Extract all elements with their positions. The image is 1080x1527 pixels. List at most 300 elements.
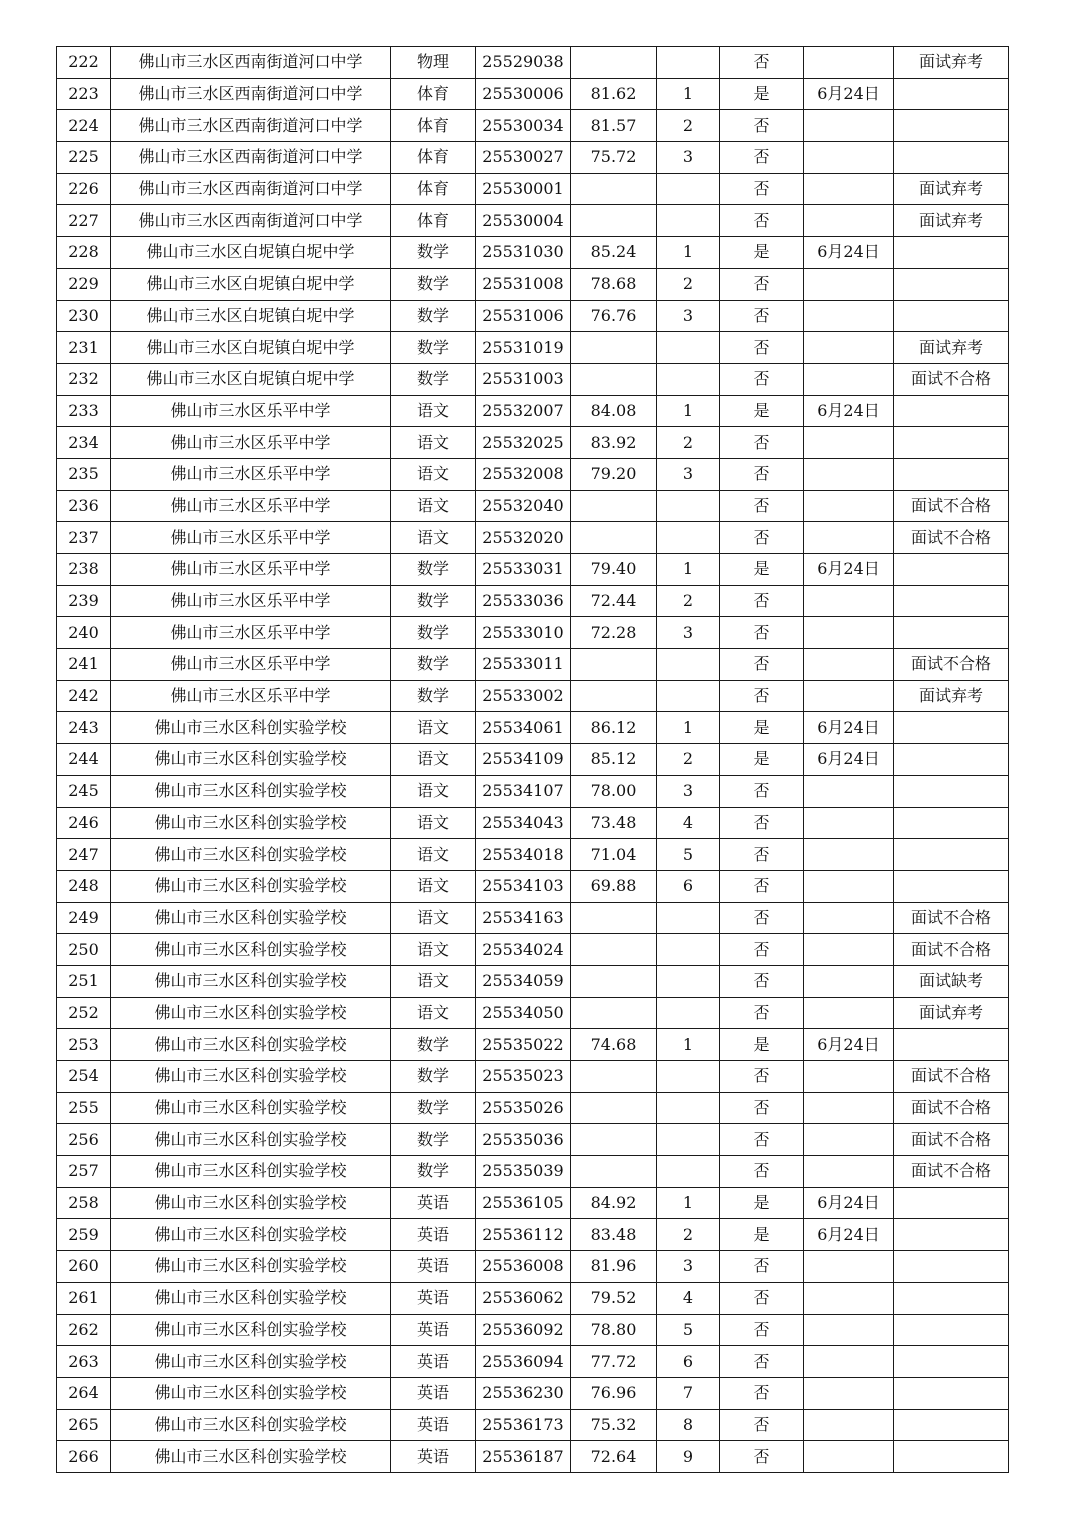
remark-cell: 面试不合格 <box>894 490 1009 522</box>
rank-cell: 9 <box>657 1441 720 1473</box>
school-name-cell: 佛山市三水区乐平中学 <box>111 395 391 427</box>
table-row <box>57 649 1009 681</box>
rank-cell: 1 <box>657 712 720 744</box>
row-number-cell: 243 <box>57 712 111 744</box>
date-cell: 6月24日 <box>804 554 894 586</box>
remark-cell <box>894 807 1009 839</box>
selected-flag-cell: 否 <box>720 585 804 617</box>
exam-number-cell: 25535039 <box>476 1156 571 1188</box>
score-cell <box>571 1061 657 1093</box>
score-cell <box>571 997 657 1029</box>
row-number-cell: 254 <box>57 1061 111 1093</box>
date-cell <box>804 458 894 490</box>
remark-cell <box>894 78 1009 110</box>
school-name-cell: 佛山市三水区西南街道河口中学 <box>111 173 391 205</box>
subject-cell: 数学 <box>391 237 476 269</box>
score-cell: 84.92 <box>571 1187 657 1219</box>
row-number-cell: 231 <box>57 332 111 364</box>
remark-cell: 面试不合格 <box>894 1092 1009 1124</box>
rank-cell: 2 <box>657 427 720 459</box>
selected-flag-cell: 否 <box>720 1061 804 1093</box>
subject-cell: 体育 <box>391 110 476 142</box>
selected-flag-cell: 否 <box>720 110 804 142</box>
date-cell <box>804 1346 894 1378</box>
rank-cell: 6 <box>657 1346 720 1378</box>
remark-cell <box>894 1377 1009 1409</box>
row-number-cell: 226 <box>57 173 111 205</box>
exam-number-cell: 25536112 <box>476 1219 571 1251</box>
selected-flag-cell: 否 <box>720 870 804 902</box>
remark-cell <box>894 1187 1009 1219</box>
rank-cell <box>657 522 720 554</box>
subject-cell: 英语 <box>391 1441 476 1473</box>
table-row <box>57 744 1009 776</box>
table-row <box>57 1282 1009 1314</box>
rank-cell: 2 <box>657 110 720 142</box>
score-cell: 86.12 <box>571 712 657 744</box>
date-cell <box>804 205 894 237</box>
rank-cell: 7 <box>657 1377 720 1409</box>
school-name-cell: 佛山市三水区科创实验学校 <box>111 1156 391 1188</box>
selected-flag-cell: 否 <box>720 1156 804 1188</box>
subject-cell: 英语 <box>391 1409 476 1441</box>
subject-cell: 体育 <box>391 142 476 174</box>
table-row <box>57 142 1009 174</box>
rank-cell: 1 <box>657 1029 720 1061</box>
date-cell <box>804 839 894 871</box>
table-row <box>57 1124 1009 1156</box>
subject-cell: 数学 <box>391 617 476 649</box>
score-cell <box>571 649 657 681</box>
exam-number-cell: 25533002 <box>476 680 571 712</box>
remark-cell <box>894 1029 1009 1061</box>
rank-cell: 8 <box>657 1409 720 1441</box>
subject-cell: 体育 <box>391 205 476 237</box>
subject-cell: 体育 <box>391 78 476 110</box>
table-row <box>57 237 1009 269</box>
table-row <box>57 617 1009 649</box>
school-name-cell: 佛山市三水区乐平中学 <box>111 680 391 712</box>
subject-cell: 语文 <box>391 712 476 744</box>
table-row <box>57 458 1009 490</box>
remark-cell <box>894 554 1009 586</box>
date-cell <box>804 427 894 459</box>
remark-cell: 面试不合格 <box>894 1061 1009 1093</box>
date-cell <box>804 490 894 522</box>
table-row <box>57 712 1009 744</box>
selected-flag-cell: 否 <box>720 490 804 522</box>
rank-cell: 2 <box>657 585 720 617</box>
selected-flag-cell: 否 <box>720 1377 804 1409</box>
row-number-cell: 229 <box>57 268 111 300</box>
selected-flag-cell: 否 <box>720 1346 804 1378</box>
row-number-cell: 253 <box>57 1029 111 1061</box>
remark-cell: 面试弃考 <box>894 173 1009 205</box>
row-number-cell: 238 <box>57 554 111 586</box>
rank-cell: 5 <box>657 1314 720 1346</box>
row-number-cell: 232 <box>57 363 111 395</box>
date-cell: 6月24日 <box>804 78 894 110</box>
rank-cell <box>657 363 720 395</box>
date-cell <box>804 680 894 712</box>
rank-cell: 2 <box>657 268 720 300</box>
date-cell <box>804 110 894 142</box>
subject-cell: 数学 <box>391 680 476 712</box>
exam-number-cell: 25533036 <box>476 585 571 617</box>
exam-number-cell: 25534103 <box>476 870 571 902</box>
exam-number-cell: 25534109 <box>476 744 571 776</box>
score-cell <box>571 934 657 966</box>
subject-cell: 语文 <box>391 934 476 966</box>
subject-cell: 语文 <box>391 490 476 522</box>
subject-cell: 数学 <box>391 554 476 586</box>
rank-cell: 1 <box>657 395 720 427</box>
school-name-cell: 佛山市三水区科创实验学校 <box>111 807 391 839</box>
school-name-cell: 佛山市三水区科创实验学校 <box>111 1441 391 1473</box>
table-row <box>57 902 1009 934</box>
score-cell <box>571 332 657 364</box>
row-number-cell: 256 <box>57 1124 111 1156</box>
score-cell: 79.20 <box>571 458 657 490</box>
exam-number-cell: 25534163 <box>476 902 571 934</box>
date-cell: 6月24日 <box>804 395 894 427</box>
remark-cell: 面试弃考 <box>894 47 1009 79</box>
selected-flag-cell: 否 <box>720 680 804 712</box>
date-cell <box>804 870 894 902</box>
school-name-cell: 佛山市三水区乐平中学 <box>111 585 391 617</box>
remark-cell: 面试缺考 <box>894 965 1009 997</box>
table-row <box>57 680 1009 712</box>
table-row <box>57 1219 1009 1251</box>
selected-flag-cell: 否 <box>720 268 804 300</box>
school-name-cell: 佛山市三水区乐平中学 <box>111 649 391 681</box>
school-name-cell: 佛山市三水区科创实验学校 <box>111 712 391 744</box>
exam-number-cell: 25536105 <box>476 1187 571 1219</box>
row-number-cell: 225 <box>57 142 111 174</box>
score-cell: 84.08 <box>571 395 657 427</box>
date-cell <box>804 1441 894 1473</box>
subject-cell: 数学 <box>391 363 476 395</box>
score-cell <box>571 205 657 237</box>
date-cell <box>804 332 894 364</box>
row-number-cell: 250 <box>57 934 111 966</box>
school-name-cell: 佛山市三水区西南街道河口中学 <box>111 142 391 174</box>
remark-cell <box>894 1409 1009 1441</box>
school-name-cell: 佛山市三水区白坭镇白坭中学 <box>111 363 391 395</box>
score-cell <box>571 1156 657 1188</box>
exam-number-cell: 25534024 <box>476 934 571 966</box>
row-number-cell: 222 <box>57 47 111 79</box>
selected-flag-cell: 否 <box>720 332 804 364</box>
row-number-cell: 249 <box>57 902 111 934</box>
exam-number-cell: 25534061 <box>476 712 571 744</box>
exam-number-cell: 25532007 <box>476 395 571 427</box>
subject-cell: 英语 <box>391 1282 476 1314</box>
remark-cell <box>894 1251 1009 1283</box>
date-cell: 6月24日 <box>804 712 894 744</box>
score-cell: 81.62 <box>571 78 657 110</box>
date-cell <box>804 585 894 617</box>
rank-cell: 3 <box>657 1251 720 1283</box>
exam-number-cell: 25533031 <box>476 554 571 586</box>
score-cell: 76.76 <box>571 300 657 332</box>
date-cell <box>804 47 894 79</box>
selected-flag-cell: 否 <box>720 839 804 871</box>
score-cell: 78.80 <box>571 1314 657 1346</box>
subject-cell: 数学 <box>391 1124 476 1156</box>
subject-cell: 数学 <box>391 332 476 364</box>
exam-number-cell: 25532025 <box>476 427 571 459</box>
date-cell <box>804 1314 894 1346</box>
table-row <box>57 870 1009 902</box>
selected-flag-cell: 否 <box>720 1409 804 1441</box>
subject-cell: 语文 <box>391 775 476 807</box>
selected-flag-cell: 否 <box>720 807 804 839</box>
remark-cell <box>894 427 1009 459</box>
date-cell: 6月24日 <box>804 237 894 269</box>
school-name-cell: 佛山市三水区白坭镇白坭中学 <box>111 300 391 332</box>
row-number-cell: 241 <box>57 649 111 681</box>
selected-flag-cell: 是 <box>720 554 804 586</box>
selected-flag-cell: 否 <box>720 363 804 395</box>
rank-cell: 5 <box>657 839 720 871</box>
school-name-cell: 佛山市三水区科创实验学校 <box>111 1251 391 1283</box>
score-cell: 78.00 <box>571 775 657 807</box>
row-number-cell: 233 <box>57 395 111 427</box>
school-name-cell: 佛山市三水区西南街道河口中学 <box>111 78 391 110</box>
selected-flag-cell: 否 <box>720 617 804 649</box>
table-row <box>57 1061 1009 1093</box>
subject-cell: 体育 <box>391 173 476 205</box>
selected-flag-cell: 是 <box>720 1219 804 1251</box>
remark-cell: 面试弃考 <box>894 332 1009 364</box>
exam-number-cell: 25533011 <box>476 649 571 681</box>
row-number-cell: 266 <box>57 1441 111 1473</box>
remark-cell <box>894 458 1009 490</box>
subject-cell: 语文 <box>391 427 476 459</box>
exam-number-cell: 25535023 <box>476 1061 571 1093</box>
remark-cell <box>894 744 1009 776</box>
exam-number-cell: 25530006 <box>476 78 571 110</box>
table-row <box>57 1346 1009 1378</box>
exam-number-cell: 25531006 <box>476 300 571 332</box>
rank-cell <box>657 173 720 205</box>
school-name-cell: 佛山市三水区乐平中学 <box>111 554 391 586</box>
subject-cell: 语文 <box>391 902 476 934</box>
remark-cell <box>894 237 1009 269</box>
subject-cell: 语文 <box>391 870 476 902</box>
row-number-cell: 227 <box>57 205 111 237</box>
row-number-cell: 230 <box>57 300 111 332</box>
row-number-cell: 237 <box>57 522 111 554</box>
row-number-cell: 244 <box>57 744 111 776</box>
row-number-cell: 260 <box>57 1251 111 1283</box>
selected-flag-cell: 否 <box>720 775 804 807</box>
school-name-cell: 佛山市三水区乐平中学 <box>111 490 391 522</box>
school-name-cell: 佛山市三水区科创实验学校 <box>111 1314 391 1346</box>
score-cell <box>571 173 657 205</box>
row-number-cell: 242 <box>57 680 111 712</box>
table-body <box>57 47 1009 1473</box>
table-row <box>57 807 1009 839</box>
exam-number-cell: 25536094 <box>476 1346 571 1378</box>
selected-flag-cell: 否 <box>720 902 804 934</box>
date-cell <box>804 173 894 205</box>
school-name-cell: 佛山市三水区科创实验学校 <box>111 744 391 776</box>
exam-number-cell: 25533010 <box>476 617 571 649</box>
school-name-cell: 佛山市三水区科创实验学校 <box>111 902 391 934</box>
school-name-cell: 佛山市三水区乐平中学 <box>111 617 391 649</box>
exam-number-cell: 25532008 <box>476 458 571 490</box>
score-cell <box>571 47 657 79</box>
remark-cell: 面试弃考 <box>894 680 1009 712</box>
table-row <box>57 554 1009 586</box>
school-name-cell: 佛山市三水区科创实验学校 <box>111 1092 391 1124</box>
exam-number-cell: 25536187 <box>476 1441 571 1473</box>
score-cell: 79.40 <box>571 554 657 586</box>
exam-number-cell: 25535026 <box>476 1092 571 1124</box>
date-cell <box>804 1092 894 1124</box>
remark-cell: 面试不合格 <box>894 934 1009 966</box>
rank-cell <box>657 1061 720 1093</box>
date-cell <box>804 1251 894 1283</box>
school-name-cell: 佛山市三水区科创实验学校 <box>111 997 391 1029</box>
score-cell <box>571 1124 657 1156</box>
date-cell <box>804 617 894 649</box>
table-row <box>57 78 1009 110</box>
table-row <box>57 1409 1009 1441</box>
subject-cell: 英语 <box>391 1219 476 1251</box>
selected-flag-cell: 否 <box>720 427 804 459</box>
score-cell: 79.52 <box>571 1282 657 1314</box>
row-number-cell: 263 <box>57 1346 111 1378</box>
school-name-cell: 佛山市三水区白坭镇白坭中学 <box>111 237 391 269</box>
exam-number-cell: 25536092 <box>476 1314 571 1346</box>
table-row <box>57 585 1009 617</box>
remark-cell <box>894 585 1009 617</box>
score-cell: 85.24 <box>571 237 657 269</box>
remark-cell <box>894 1282 1009 1314</box>
score-cell: 75.32 <box>571 1409 657 1441</box>
subject-cell: 英语 <box>391 1251 476 1283</box>
exam-number-cell: 25534018 <box>476 839 571 871</box>
rank-cell: 6 <box>657 870 720 902</box>
score-cell <box>571 522 657 554</box>
selected-flag-cell: 是 <box>720 1187 804 1219</box>
exam-number-cell: 25535036 <box>476 1124 571 1156</box>
table-row <box>57 934 1009 966</box>
date-cell <box>804 142 894 174</box>
exam-number-cell: 25536008 <box>476 1251 571 1283</box>
table-row <box>57 1156 1009 1188</box>
school-name-cell: 佛山市三水区科创实验学校 <box>111 839 391 871</box>
exam-number-cell: 25531030 <box>476 237 571 269</box>
exam-number-cell: 25529038 <box>476 47 571 79</box>
school-name-cell: 佛山市三水区西南街道河口中学 <box>111 110 391 142</box>
row-number-cell: 255 <box>57 1092 111 1124</box>
table-row <box>57 395 1009 427</box>
selected-flag-cell: 否 <box>720 142 804 174</box>
rank-cell <box>657 965 720 997</box>
date-cell <box>804 1282 894 1314</box>
date-cell <box>804 902 894 934</box>
subject-cell: 语文 <box>391 839 476 871</box>
rank-cell: 2 <box>657 1219 720 1251</box>
remark-cell <box>894 870 1009 902</box>
exam-number-cell: 25534107 <box>476 775 571 807</box>
row-number-cell: 264 <box>57 1377 111 1409</box>
row-number-cell: 228 <box>57 237 111 269</box>
subject-cell: 数学 <box>391 585 476 617</box>
score-cell <box>571 902 657 934</box>
selected-flag-cell: 是 <box>720 712 804 744</box>
rank-cell <box>657 649 720 681</box>
table-row <box>57 1187 1009 1219</box>
row-number-cell: 251 <box>57 965 111 997</box>
date-cell <box>804 522 894 554</box>
table-row <box>57 47 1009 79</box>
rank-cell: 3 <box>657 775 720 807</box>
rank-cell <box>657 205 720 237</box>
exam-number-cell: 25530034 <box>476 110 571 142</box>
selected-flag-cell: 否 <box>720 47 804 79</box>
table-row <box>57 1441 1009 1473</box>
school-name-cell: 佛山市三水区科创实验学校 <box>111 1346 391 1378</box>
selected-flag-cell: 否 <box>720 1092 804 1124</box>
row-number-cell: 248 <box>57 870 111 902</box>
subject-cell: 语文 <box>391 997 476 1029</box>
row-number-cell: 247 <box>57 839 111 871</box>
score-cell <box>571 680 657 712</box>
selected-flag-cell: 是 <box>720 78 804 110</box>
subject-cell: 英语 <box>391 1187 476 1219</box>
table-row <box>57 173 1009 205</box>
exam-number-cell: 25532040 <box>476 490 571 522</box>
exam-number-cell: 25530001 <box>476 173 571 205</box>
school-name-cell: 佛山市三水区乐平中学 <box>111 427 391 459</box>
subject-cell: 数学 <box>391 1092 476 1124</box>
remark-cell <box>894 1314 1009 1346</box>
row-number-cell: 252 <box>57 997 111 1029</box>
score-cell: 69.88 <box>571 870 657 902</box>
selected-flag-cell: 是 <box>720 395 804 427</box>
results-table <box>56 46 1009 1473</box>
rank-cell: 1 <box>657 78 720 110</box>
school-name-cell: 佛山市三水区乐平中学 <box>111 522 391 554</box>
exam-number-cell: 25532020 <box>476 522 571 554</box>
score-cell <box>571 1092 657 1124</box>
school-name-cell: 佛山市三水区科创实验学校 <box>111 1029 391 1061</box>
remark-cell: 面试不合格 <box>894 649 1009 681</box>
selected-flag-cell: 是 <box>720 1029 804 1061</box>
date-cell: 6月24日 <box>804 1187 894 1219</box>
date-cell <box>804 934 894 966</box>
table-row <box>57 775 1009 807</box>
school-name-cell: 佛山市三水区白坭镇白坭中学 <box>111 268 391 300</box>
selected-flag-cell: 否 <box>720 934 804 966</box>
exam-number-cell: 25530004 <box>476 205 571 237</box>
school-name-cell: 佛山市三水区科创实验学校 <box>111 1282 391 1314</box>
school-name-cell: 佛山市三水区科创实验学校 <box>111 870 391 902</box>
score-cell: 73.48 <box>571 807 657 839</box>
rank-cell: 1 <box>657 1187 720 1219</box>
subject-cell: 数学 <box>391 300 476 332</box>
remark-cell: 面试弃考 <box>894 205 1009 237</box>
selected-flag-cell: 是 <box>720 237 804 269</box>
exam-number-cell: 25530027 <box>476 142 571 174</box>
subject-cell: 语文 <box>391 395 476 427</box>
score-cell <box>571 965 657 997</box>
